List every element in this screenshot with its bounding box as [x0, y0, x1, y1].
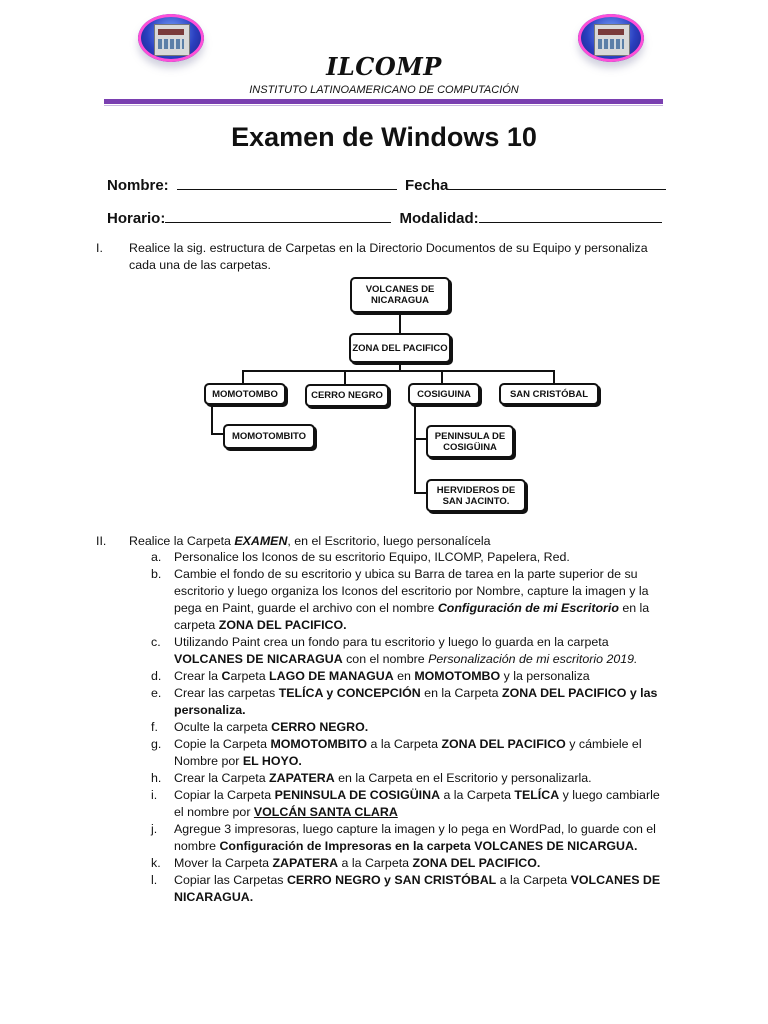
task-item-d: d. Crear la Carpeta LAGO DE MANAGUA en MOMOTOMBO y la personaliza: [151, 669, 590, 683]
connector: [399, 311, 401, 333]
section-1-number: I.: [96, 241, 103, 255]
fecha-label: Fecha: [405, 177, 449, 194]
name-date-row: [107, 174, 666, 194]
folder-box-hervideros: HERVIDEROS DE SAN JACINTO.: [426, 479, 526, 512]
connector: [211, 402, 213, 435]
task-item-l: l. Copiar las Carpetas CERRO NEGRO y SAN CRISTÓBAL a la Carpeta VOLCANES DE NICARAGUA.: [151, 873, 661, 904]
section-1-text: Realice la sig. estructura de Carpetas en la Directorio Documentos de su Equipo y personaliza cada una de las carpetas.: [129, 241, 648, 272]
nombre-label: Nombre:: [107, 177, 169, 194]
folder-box-san-cristobal: SAN CRISTÓBAL: [499, 383, 599, 405]
connector: [414, 438, 426, 440]
header-divider: [104, 99, 663, 104]
connector: [414, 492, 426, 494]
connector: [211, 433, 223, 435]
schedule-mode-row: [107, 207, 662, 227]
section-2-number: II.: [96, 534, 107, 548]
section-2-text: Realice la Carpeta EXAMEN, en el Escritorio, luego personalícela: [129, 534, 491, 548]
task-item-i: i. Copiar la Carpeta PENINSULA DE COSIGÜINA a la Carpeta TELÍCA y luego cambiarle el nombre por VOLCÁN SANTA CLARA: [151, 788, 660, 819]
task-item-g: g. Copie la Carpeta MOMOTOMBITO a la Carpeta ZONA DEL PACIFICO y cámbiele el Nombre por EL HOYO.: [151, 737, 642, 768]
folder-box-zona-pacifico: ZONA DEL PACIFICO: [349, 333, 451, 363]
task-item-h: h. Crear la Carpeta ZAPATERA en la Carpeta en el Escritorio y personalizarla.: [151, 771, 592, 785]
task-item-a: a. Personalice los Iconos de su escritorio Equipo, ILCOMP, Papelera, Red.: [151, 550, 570, 564]
connector: [553, 370, 555, 383]
folder-box-momotombito: MOMOTOMBITO: [223, 424, 315, 449]
header-divider-shadow: [104, 105, 663, 106]
connector: [414, 402, 416, 494]
folder-box-cerro-negro: CERRO NEGRO: [305, 384, 389, 407]
folder-box-cosiguina: COSIGUINA: [408, 383, 480, 405]
fecha-blank: [448, 174, 666, 190]
modalidad-label: Modalidad:: [399, 210, 479, 227]
modalidad-blank: [479, 207, 662, 223]
connector: [344, 370, 346, 384]
task-item-c: c. Utilizando Paint crea un fondo para tu escritorio y luego lo guarda en la carpeta VOLCANES DE NICARAGUA con el nombre Personalización de mi escritorio 2019.: [151, 635, 638, 666]
task-item-e: e. Crear las carpetas TELÍCA y CONCEPCIÓN en la Carpeta ZONA DEL PACIFICO y las personaliza.: [151, 686, 658, 717]
connector: [242, 370, 244, 383]
horario-label: Horario:: [107, 210, 166, 227]
horario-blank: [165, 207, 391, 223]
task-list: [151, 549, 671, 906]
connector: [242, 370, 554, 372]
folder-box-volcanes: VOLCANES DE NICARAGUA: [350, 277, 450, 313]
nombre-blank: [177, 174, 397, 190]
task-item-b: b. Cambie el fondo de su escritorio y ubica su Barra de tarea en la parte superior de su escritorio y luego organiza los Iconos del escritorio por Nombre, capture la imagen y la pega en Paint, guarde el archivo con el nombre Configuración de mi Escritorio en la carpeta ZONA DEL PACIFICO.: [151, 567, 650, 632]
folder-box-momotombo: MOMOTOMBO: [204, 383, 286, 405]
task-item-j: j. Agregue 3 impresoras, luego capture la imagen y lo pega en WordPad, lo guarde con el nombre Configuración de Impresoras en la carpeta VOLCANES DE NICARGUA.: [151, 822, 656, 853]
folder-box-peninsula: PENINSULA DE COSIGÜINA: [426, 425, 514, 458]
task-item-k: k. Mover la Carpeta ZAPATERA a la Carpeta ZONA DEL PACIFICO.: [151, 856, 541, 870]
brand-title: ILCOMP: [326, 52, 442, 81]
task-item-f: f. Oculte la carpeta CERRO NEGRO.: [151, 720, 369, 734]
brand-subtitle: INSTITUTO LATINOAMERICANO DE COMPUTACIÓN: [249, 84, 519, 96]
document-title: Examen de Windows 10: [231, 122, 537, 152]
connector: [441, 370, 443, 383]
